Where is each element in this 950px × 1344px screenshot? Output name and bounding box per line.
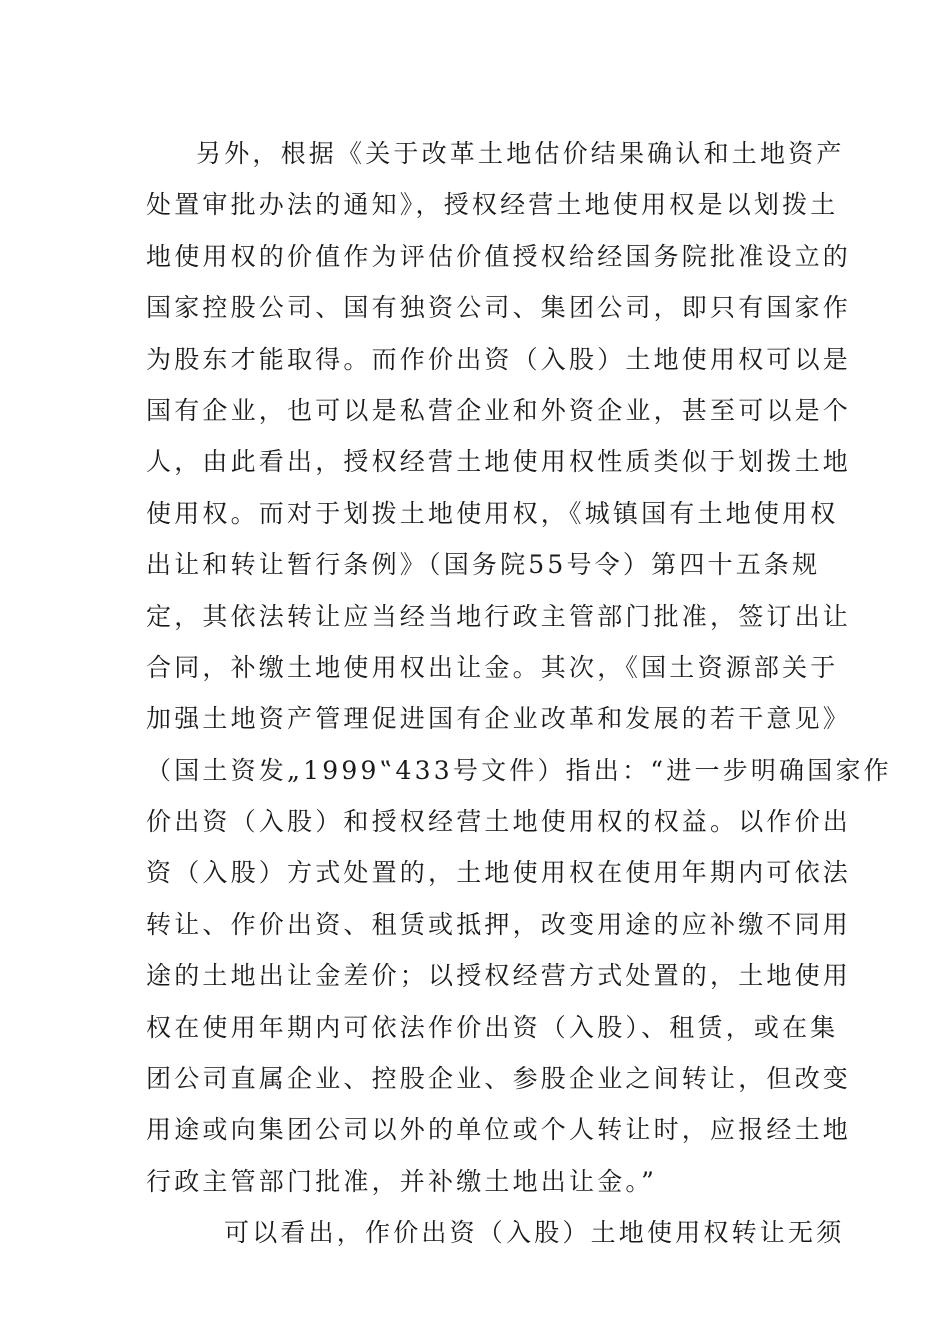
paragraph-line: 权在使用年期内可依法作价出资（入股）、租赁，或在集 [146, 1012, 839, 1042]
paragraph-line: 用途或向集团公司以外的单位或个人转让时，应报经土地 [146, 1115, 852, 1145]
paragraph-line: 转让、作价出资、租赁或抵押，改变用途的应补缴不同用 [146, 909, 852, 939]
paragraph-line: 合同，补缴土地使用权出让金。其次，《国土资源部关于 [146, 652, 839, 682]
paragraph-line: 国有企业，也可以是私营企业和外资企业，甚至可以是个 [146, 395, 852, 425]
paragraph-line: 价出资（入股）和授权经营土地使用权的权益。以作价出 [146, 807, 852, 837]
paragraph-line: 处置审批办法的通知》，授权经营土地使用权是以划拨土 [146, 190, 839, 220]
paragraph-1 [146, 128, 892, 1207]
paragraph-line: 加强土地资产管理促进国有企业改革和发展的若干意见》 [146, 704, 852, 734]
paragraph-line: 途的土地出让金差价；以授权经营方式处置的，土地使用 [146, 961, 852, 991]
paragraph-line: 国家控股公司、国有独资公司、集团公司，即只有国家作 [146, 293, 852, 323]
paragraph-line: 为股东才能取得。而作价出资（入股）土地使用权可以是 [146, 344, 852, 374]
paragraph-line: 另外，根据《关于改革土地估价结果确认和土地资产 [196, 139, 845, 168]
paragraph-line: （国土资发„1999‟433号文件）指出：“进一步明确国家作 [146, 755, 892, 785]
paragraph-line: 行政主管部门批准，并补缴土地出让金。” [146, 1166, 658, 1196]
paragraph-line: 地使用权的价值作为评估价值授权给经国务院批准设立的 [146, 241, 852, 271]
paragraph-2 [146, 1207, 845, 1258]
document-body [146, 128, 892, 1259]
paragraph-line: 人，由此看出，授权经营土地使用权性质类似于划拨土地 [146, 447, 852, 477]
paragraph-line: 出让和转让暂行条例》（国务院55号令）第四十五条规 [146, 550, 821, 580]
paragraph-line: 使用权。而对于划拨土地使用权，《城镇国有土地使用权 [146, 498, 839, 528]
paragraph-line: 资（入股）方式处置的，土地使用权在使用年期内可依法 [146, 858, 852, 888]
paragraph-line: 定，其依法转让应当经当地行政主管部门批准，签订出让 [146, 601, 852, 631]
paragraph-line: 团公司直属企业、控股企业、参股企业之间转让，但改变 [146, 1064, 852, 1094]
paragraph-line: 可以看出，作价出资（入股）土地使用权转让无须 [224, 1218, 845, 1248]
